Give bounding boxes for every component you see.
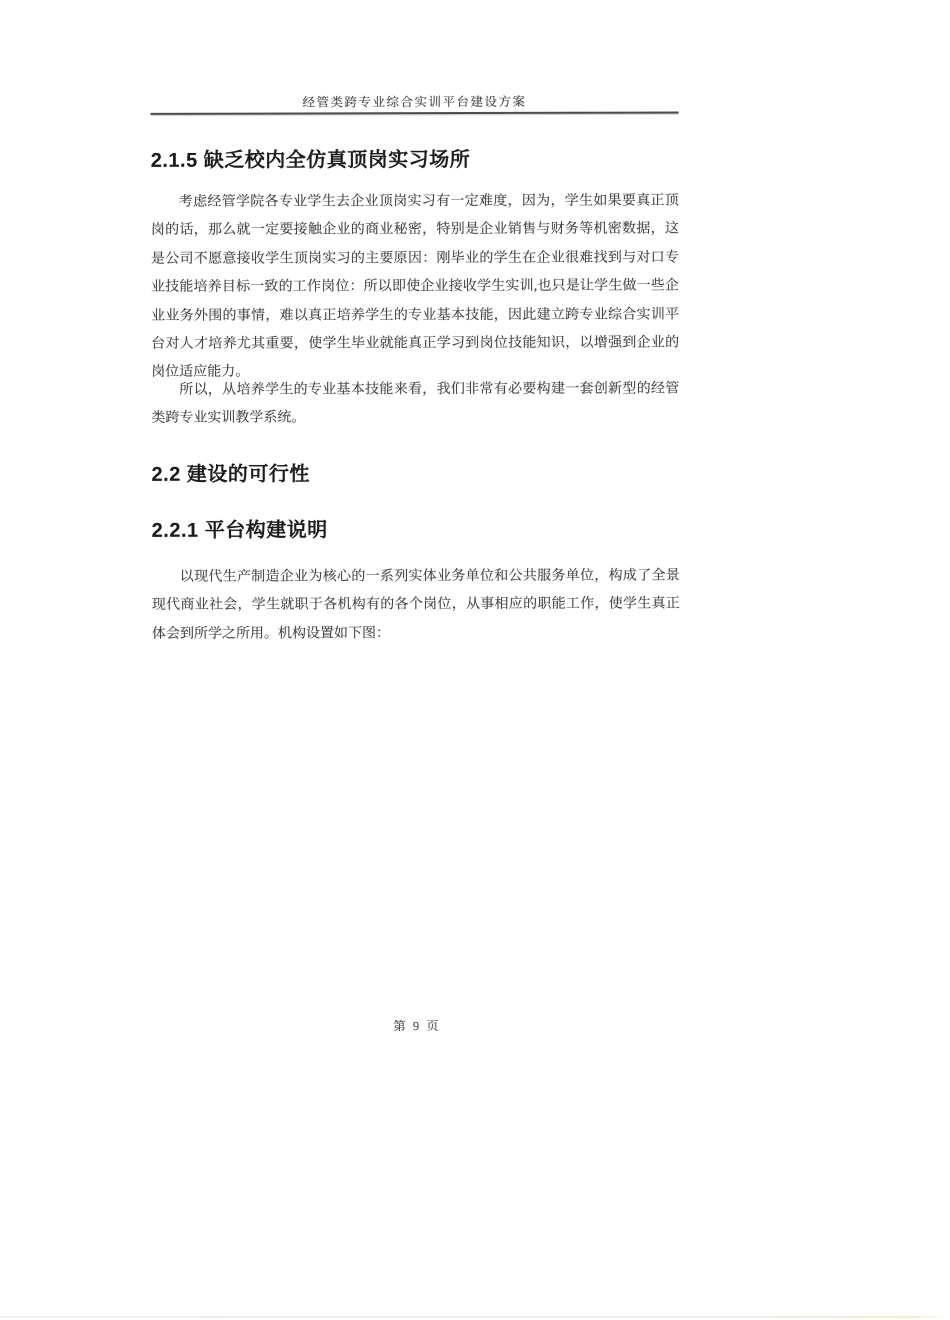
page-number: 第 9 页 xyxy=(393,1019,441,1034)
paragraph-platform-description: 以现代生产制造企业为核心的一系列实体业务单位和公共服务单位，构成了全景现代商业社会，学生就职于各机构有的各个岗位，从事相应的职能工作，使学生真正体会到所学之所用。机构设置如下图： xyxy=(151,568,680,642)
paragraph-training-system-need: 所以，从培养学生的专业基本技能来看，我们非常有必要构建一套创新型的经管类跨专业实训教学系统。 xyxy=(151,381,680,427)
scan-bottom-edge xyxy=(0,1316,950,1318)
section-heading-2-1-5: 2.1.5 缺乏校内全仿真顶岗实习场所 xyxy=(150,149,471,172)
running-header: 经管类跨专业综合实训平台建设方案 xyxy=(302,94,527,110)
header-rule-divider xyxy=(151,111,679,114)
section-heading-2-2-1: 2.2.1 平台构建说明 xyxy=(151,519,328,542)
paragraph-internship-difficulty: 考虑经管学院各专业学生去企业顶岗实习有一定难度，因为，学生如果要真正顶岗的话，那么就一定要接触企业的商业秘密，特别是企业销售与财务等机密数据，这是公司不愿意接收学生顶岗实习的主要原因：刚毕业的学生在企业很难找到与对口专业技能培养目标一致的工作岗位：所以即使企业接收学生实训,也只是让学生做一些企业业务外围的事情，难以真正培养学生的专业基本技能，因此建立跨专业综合实训平台对人才培养尤其重要，使学生毕业就能真正学习到岗位技能知识，以增强到企业的岗位适应能力。 xyxy=(150,193,680,381)
section-heading-2-2: 2.2 建设的可行性 xyxy=(151,463,310,486)
